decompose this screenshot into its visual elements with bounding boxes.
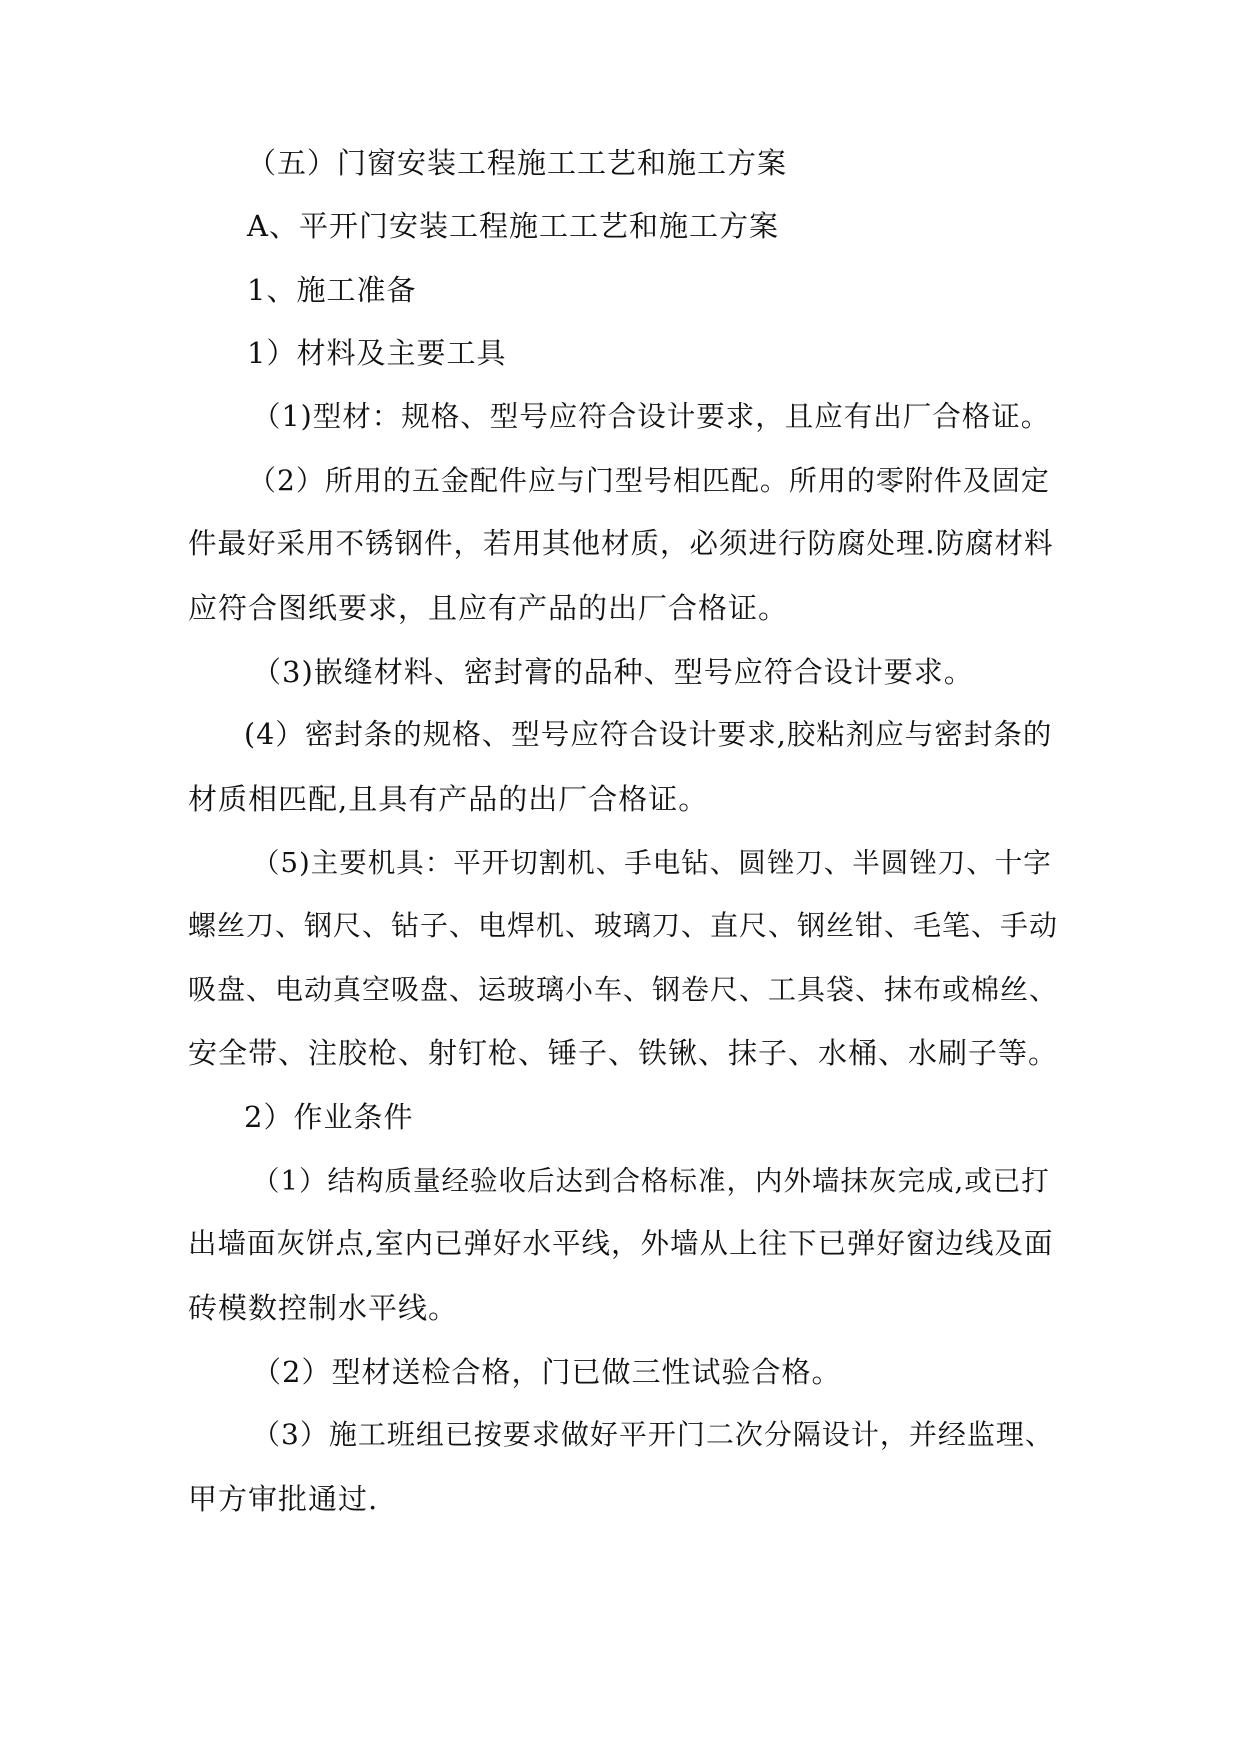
paragraph-line: 件最好采用不锈钢件，若用其他材质，必须进行防腐处理.防腐材料 bbox=[188, 527, 1054, 560]
paragraph-line: 应符合图纸要求，且应有产品的出厂合格证。 bbox=[188, 591, 789, 625]
paragraph-line: （3)嵌缝材料、密封膏的品种、型号应符合设计要求。 bbox=[252, 655, 974, 689]
paragraph-line: 安全带、注胶枪、射钉枪、锤子、铁锹、抹子、水桶、水刷子等。 bbox=[188, 1036, 1059, 1070]
paragraph-line: 甲方审批通过. bbox=[188, 1482, 379, 1516]
paragraph-line: （3）施工班组已按要求做好平开门二次分隔设计，并经监理、 bbox=[252, 1418, 1054, 1451]
paragraph-line: （1)型材：规格、型号应符合设计要求，且应有出厂合格证。 bbox=[252, 400, 1051, 433]
subsection-heading: A、平开门安装工程施工工艺和施工方案 bbox=[247, 209, 779, 243]
paragraph-line: （2）所用的五金配件应与门型号相匹配。所用的零附件及固定 bbox=[248, 464, 1050, 497]
section-heading: （五）门窗安装工程施工工艺和施工方案 bbox=[247, 146, 788, 180]
paragraph-line: （1）结构质量经验收后达到合格标准，内外墙抹灰完成,或已打 bbox=[252, 1165, 1050, 1197]
paragraph-line: (4）密封条的规格、型号应符合设计要求,胶粘剂应与密封条的 bbox=[244, 718, 1053, 751]
paragraph-line: （2）型材送检合格，门已做三性试验合格。 bbox=[252, 1355, 842, 1389]
paragraph-line: 吸盘、电动真空吸盘、运玻璃小车、钢卷尺、工具袋、抹布或棉丝、 bbox=[188, 973, 1059, 1006]
step-heading: 1、施工准备 bbox=[247, 273, 417, 307]
paragraph-line: 砖模数控制水平线。 bbox=[188, 1291, 459, 1325]
paragraph-line: 材质相匹配,且具有产品的出厂合格证。 bbox=[188, 782, 709, 816]
sub-step-heading: 2）作业条件 bbox=[244, 1100, 414, 1134]
sub-step-heading: 1）材料及主要工具 bbox=[247, 336, 507, 370]
paragraph-line: （5)主要机具：平开切割机、手电钻、圆锉刀、半圆锉刀、十字 bbox=[252, 847, 1052, 879]
paragraph-line: 螺丝刀、钢尺、钻子、电焊机、玻璃刀、直尺、钢丝钳、毛笔、手动 bbox=[188, 909, 1059, 942]
paragraph-line: 出墙面灰饼点,室内已弹好水平线，外墙从上往下已弹好窗边线及面 bbox=[188, 1227, 1054, 1260]
